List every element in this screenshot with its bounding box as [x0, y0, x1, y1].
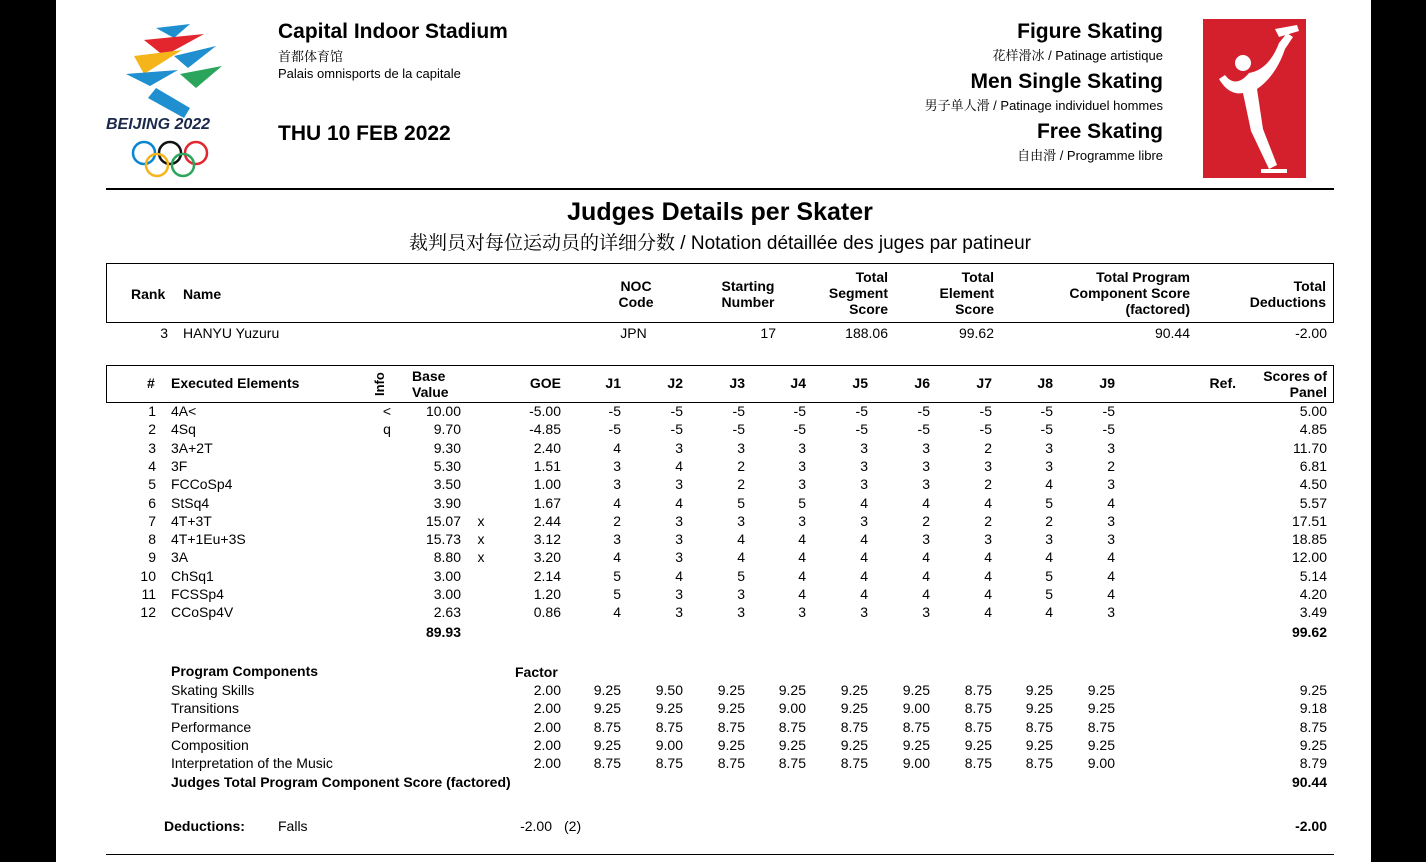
element-judge-score: 3 — [922, 457, 930, 474]
element-judge-score: -5 — [732, 421, 745, 438]
element-judge-score: 3 — [737, 512, 745, 529]
element-judge-score: 4 — [860, 549, 868, 566]
component-judge-score: 9.00 — [902, 755, 930, 772]
element-judge-score: 4 — [1045, 604, 1053, 621]
component-score: 8.75 — [1299, 718, 1327, 735]
element-number: 8 — [148, 531, 156, 548]
element-judge-score: 4 — [613, 549, 621, 566]
element-judge-score: 2 — [984, 476, 992, 493]
component-judge-score: 9.25 — [593, 682, 621, 698]
element-judge-score: 3 — [737, 439, 745, 456]
element-judge-score: 4 — [984, 567, 992, 584]
name-header: Name — [183, 286, 222, 302]
element-judge-score: -5 — [1040, 403, 1053, 419]
base-value-total: 89.93 — [425, 624, 461, 640]
component-judge-score: 9.25 — [717, 736, 745, 753]
element-judge-score: -5 — [1102, 403, 1115, 419]
element-code: StSq4 — [171, 494, 210, 511]
deduction-count: (2) — [564, 818, 582, 834]
element-judge-score: 2 — [737, 457, 745, 474]
venue-name-fr: Palais omnisports de la capitale — [278, 66, 461, 81]
element-judge-score: 5 — [798, 494, 806, 511]
component-judge-score: 8.75 — [655, 718, 683, 735]
starting-number-header: Starting Number — [721, 278, 775, 310]
component-score: 9.18 — [1299, 700, 1327, 717]
skater-noc: JPN — [620, 325, 647, 341]
component-judge-score: 9.25 — [964, 736, 992, 753]
program-components-title: Program Components — [171, 663, 319, 679]
element-judge-score: 4 — [798, 531, 806, 548]
skater-start: 17 — [760, 325, 776, 341]
element-panel-score: 12.00 — [1291, 549, 1327, 566]
element-number: 1 — [148, 403, 156, 419]
element-base-value: 10.00 — [425, 403, 461, 419]
element-judge-score: 3 — [613, 476, 621, 493]
component-judge-score: 8.75 — [778, 718, 806, 735]
element-judge-score: 4 — [675, 457, 683, 474]
element-judge-score: 5 — [613, 567, 621, 584]
base-value-header: Base Value — [412, 368, 449, 400]
element-judge-score: 4 — [675, 567, 683, 584]
component-factor: 2.00 — [533, 736, 561, 753]
element-base-value: 15.73 — [425, 531, 461, 548]
element-judge-score: 3 — [798, 604, 806, 621]
element-judge-score: 3 — [860, 476, 868, 493]
component-judge-score: 9.25 — [902, 682, 930, 698]
element-goe: 1.20 — [533, 586, 561, 602]
element-judge-score: -5 — [732, 403, 745, 419]
component-judge-score: 8.75 — [840, 718, 868, 735]
element-base-value: 3.00 — [433, 567, 461, 584]
element-panel-score: 4.20 — [1299, 586, 1327, 602]
element-base-value: 3.00 — [433, 586, 461, 602]
element-judge-score: 3 — [860, 457, 868, 474]
element-judge-score: 4 — [922, 549, 930, 566]
element-judge-score: 3 — [922, 531, 930, 548]
component-judge-score: 9.25 — [593, 700, 621, 717]
element-judge-score: 3 — [1107, 439, 1115, 456]
element-goe: 2.44 — [533, 512, 561, 529]
element-number: 2 — [148, 421, 156, 438]
header-divider — [106, 188, 1334, 190]
component-name: Skating Skills — [171, 682, 255, 698]
element-code: FCCoSp4 — [171, 476, 233, 493]
element-judge-score: 4 — [613, 604, 621, 621]
deduction-value: -2.00 — [520, 818, 552, 834]
element-goe: -4.85 — [529, 421, 561, 438]
element-judge-score: 3 — [984, 457, 992, 474]
bottom-box-edge — [106, 854, 1334, 855]
element-judge-score: 3 — [675, 512, 683, 529]
component-judge-score: 8.75 — [1025, 755, 1053, 772]
total-segment-score-header: Total Segment Score — [828, 269, 888, 317]
element-judge-score: 4 — [1107, 549, 1115, 566]
element-judge-score: 4 — [1107, 586, 1115, 602]
judge-header-1: J1 — [605, 375, 621, 391]
component-judge-score: 8.75 — [902, 718, 930, 735]
component-factor: 2.00 — [533, 755, 561, 772]
element-goe: 0.86 — [533, 604, 561, 621]
element-judge-score: -5 — [855, 403, 868, 419]
executed-elements-header: Executed Elements — [171, 375, 300, 391]
element-goe: 1.67 — [533, 494, 561, 511]
component-judge-score: 9.25 — [1025, 682, 1053, 698]
element-number: 12 — [140, 604, 156, 621]
element-judge-score: 4 — [737, 531, 745, 548]
event-subtitle: 男子单人滑 / Patinage individuel hommes — [924, 98, 1163, 113]
skater-pcs: 90.44 — [1154, 325, 1190, 341]
element-panel-score: 17.51 — [1291, 512, 1327, 529]
element-judge-score: 3 — [675, 604, 683, 621]
element-judge-score: 3 — [1107, 604, 1115, 621]
judge-header-5: J5 — [852, 375, 868, 391]
element-panel-score: 4.85 — [1299, 421, 1327, 438]
component-judge-score: 9.25 — [1087, 682, 1115, 698]
deduction-type: Falls — [278, 818, 308, 834]
element-bonus-mark: x — [477, 512, 485, 529]
element-judge-score: 3 — [922, 476, 930, 493]
element-judge-score: 3 — [860, 512, 868, 529]
element-judge-score: 5 — [613, 586, 621, 602]
element-info: < — [382, 403, 392, 419]
skater-tes: 99.62 — [958, 325, 994, 341]
element-judge-score: 3 — [922, 604, 930, 621]
component-judge-score: 9.00 — [778, 700, 806, 717]
component-factor: 2.00 — [533, 700, 561, 717]
judge-header-2: J2 — [667, 375, 683, 391]
element-judge-score: 3 — [1107, 476, 1115, 493]
component-judge-score: 8.75 — [593, 755, 621, 772]
element-judge-score: -5 — [855, 421, 868, 438]
component-judge-score: 9.25 — [778, 682, 806, 698]
element-judge-score: 3 — [737, 586, 745, 602]
element-base-value: 8.80 — [433, 549, 461, 566]
element-judge-score: -5 — [670, 421, 683, 438]
element-base-value: 15.07 — [425, 512, 461, 529]
element-judge-score: 4 — [1045, 476, 1053, 493]
element-judge-score: 4 — [1045, 549, 1053, 566]
element-judge-score: -5 — [793, 421, 806, 438]
element-judge-score: 3 — [798, 512, 806, 529]
element-judge-score: 4 — [922, 494, 930, 511]
component-score: 8.79 — [1299, 755, 1327, 772]
element-code: 3F — [171, 457, 188, 474]
element-judge-score: -5 — [670, 403, 683, 419]
element-judge-score: -5 — [608, 403, 621, 419]
element-judge-score: 3 — [675, 586, 683, 602]
component-judge-score: 8.75 — [964, 718, 992, 735]
element-judge-score: -5 — [979, 421, 992, 438]
element-judge-score: 4 — [1107, 567, 1115, 584]
component-score: 9.25 — [1299, 682, 1327, 698]
panel-score-total: 99.62 — [1291, 624, 1327, 640]
component-judge-score: 9.00 — [1087, 755, 1115, 772]
event-title: Men Single Skating — [970, 70, 1163, 93]
pcs-total-value: 90.44 — [1291, 774, 1327, 790]
report-subtitle: 裁判员对每位运动员的详细分数 / Notation détaillée des juges par patineur — [409, 233, 1031, 254]
element-panel-score: 5.57 — [1299, 494, 1327, 511]
component-judge-score: 9.25 — [902, 736, 930, 753]
component-judge-score: 9.25 — [593, 736, 621, 753]
component-name: Interpretation of the Music — [171, 755, 333, 772]
element-judge-score: -5 — [917, 421, 930, 438]
element-judge-score: 3 — [613, 457, 621, 474]
element-judge-score: 5 — [1045, 586, 1053, 602]
element-judge-score: 3 — [675, 439, 683, 456]
element-panel-score: 5.00 — [1299, 403, 1327, 419]
noc-header: NOC Code — [618, 278, 654, 310]
element-judge-score: 3 — [984, 531, 992, 548]
element-base-value: 5.30 — [433, 457, 461, 474]
beijing-2022-emblem — [104, 16, 244, 186]
element-judge-score: 2 — [984, 439, 992, 456]
element-judge-score: 3 — [675, 549, 683, 566]
skater-rank: 3 — [160, 325, 168, 341]
element-judge-score: -5 — [917, 403, 930, 419]
component-judge-score: 9.25 — [717, 682, 745, 698]
element-judge-score: 3 — [1107, 531, 1115, 548]
segment-subtitle: 自由滑 / Programme libre — [1017, 148, 1163, 163]
venue-name: Capital Indoor Stadium — [278, 20, 508, 43]
element-base-value: 9.70 — [433, 421, 461, 438]
element-judge-score: 4 — [860, 567, 868, 584]
element-judge-score: 4 — [922, 567, 930, 584]
sport-subtitle: 花样滑冰 / Patinage artistique — [992, 48, 1163, 63]
element-judge-score: 4 — [984, 494, 992, 511]
element-panel-score: 3.49 — [1299, 604, 1327, 621]
element-judge-score: 4 — [798, 567, 806, 584]
element-judge-score: 5 — [1045, 494, 1053, 511]
emblem-icon — [104, 16, 244, 186]
element-judge-score: 4 — [1107, 494, 1115, 511]
component-judge-score: 8.75 — [1087, 718, 1115, 735]
element-judge-score: 2 — [984, 512, 992, 529]
element-judge-score: 4 — [860, 531, 868, 548]
element-judge-score: -5 — [979, 403, 992, 419]
element-judge-score: 4 — [737, 549, 745, 566]
element-judge-score: 3 — [860, 439, 868, 456]
element-judge-score: 3 — [613, 531, 621, 548]
component-judge-score: 9.00 — [655, 736, 683, 753]
element-number: 11 — [141, 586, 156, 602]
venue-name-zh: 首都体育馆 — [278, 49, 344, 64]
element-judge-score: -5 — [1102, 421, 1115, 438]
element-judge-score: -5 — [608, 421, 621, 438]
component-score: 9.25 — [1299, 736, 1327, 753]
element-code: 3A+2T — [171, 439, 213, 456]
skater-tss: 188.06 — [845, 325, 888, 341]
scores-of-panel-header: Scores of Panel — [1263, 368, 1327, 400]
element-goe: 1.00 — [533, 476, 561, 493]
component-judge-score: 9.25 — [840, 700, 868, 717]
element-judge-score: 3 — [675, 476, 683, 493]
element-judge-score: 3 — [1107, 512, 1115, 529]
ref-header: Ref. — [1209, 375, 1236, 391]
element-judge-score: 3 — [1045, 457, 1053, 474]
pcs-total-label: Judges Total Program Component Score (factored) — [171, 774, 511, 790]
total-element-score-header: Total Element Score — [939, 269, 994, 317]
deductions-total: -2.00 — [1295, 818, 1327, 834]
element-panel-score: 18.85 — [1291, 531, 1327, 548]
component-factor: 2.00 — [533, 682, 561, 698]
component-judge-score: 9.25 — [1087, 736, 1115, 753]
element-number: 3 — [148, 439, 156, 456]
element-code: FCSSp4 — [171, 586, 224, 602]
element-judge-score: 5 — [1045, 567, 1053, 584]
component-judge-score: 9.50 — [655, 682, 683, 698]
component-name: Performance — [171, 718, 252, 735]
judge-header-6: J6 — [914, 375, 930, 391]
element-judge-score: 2 — [1107, 457, 1115, 474]
element-judge-score: 2 — [613, 512, 621, 529]
element-base-value: 9.30 — [433, 439, 461, 456]
element-number: 5 — [148, 476, 156, 493]
element-number: 9 — [148, 549, 156, 566]
element-bonus-mark: x — [477, 531, 485, 548]
element-code: ChSq1 — [171, 567, 214, 584]
element-number: 10 — [140, 567, 156, 584]
element-judge-score: 2 — [922, 512, 930, 529]
component-factor: 2.00 — [533, 718, 561, 735]
component-judge-score: 8.75 — [964, 755, 992, 772]
element-base-value: 2.63 — [433, 604, 461, 621]
component-judge-score: 8.75 — [717, 718, 745, 735]
element-number: 6 — [148, 494, 156, 511]
judge-header-9: J9 — [1099, 375, 1115, 391]
element-panel-score: 11.70 — [1293, 439, 1327, 456]
rank-header: Rank — [131, 286, 166, 302]
component-judge-score: 8.75 — [593, 718, 621, 735]
element-code: 3A — [171, 549, 189, 566]
element-goe: 3.20 — [533, 549, 561, 566]
factor-header: Factor — [515, 664, 558, 680]
component-judge-score: 9.25 — [840, 682, 868, 698]
report-title: Judges Details per Skater — [567, 198, 873, 226]
component-judge-score: 8.75 — [1025, 718, 1053, 735]
component-judge-score: 9.25 — [778, 736, 806, 753]
element-code: 4T+3T — [171, 512, 212, 529]
component-judge-score: 8.75 — [840, 755, 868, 772]
element-bonus-mark: x — [477, 549, 485, 566]
element-judge-score: 2 — [737, 476, 745, 493]
element-judge-score: 4 — [613, 494, 621, 511]
sport-title: Figure Skating — [1017, 20, 1163, 43]
element-panel-score: 5.14 — [1299, 567, 1327, 584]
element-number: 7 — [148, 512, 156, 529]
element-code: 4A< — [171, 403, 197, 419]
total-pcs-header: Total Program Component Score (factored) — [1069, 269, 1190, 317]
element-panel-score: 6.81 — [1299, 457, 1327, 474]
element-judge-score: 4 — [860, 586, 868, 602]
element-judge-score: 3 — [798, 457, 806, 474]
skater-icon — [1203, 19, 1306, 178]
element-base-value: 3.50 — [433, 476, 461, 493]
element-judge-score: 3 — [798, 439, 806, 456]
component-judge-score: 9.25 — [717, 700, 745, 717]
element-goe: 2.40 — [533, 439, 561, 456]
judge-header-4: J4 — [790, 375, 806, 391]
element-judge-score: 4 — [613, 439, 621, 456]
info-header: Info — [372, 372, 387, 396]
element-judge-score: 4 — [922, 586, 930, 602]
judge-header-7: J7 — [976, 375, 992, 391]
element-judge-score: 2 — [1045, 512, 1053, 529]
total-deductions-header: Total Deductions — [1249, 278, 1326, 310]
judge-header-3: J3 — [729, 375, 745, 391]
element-code: 4Sq — [171, 421, 196, 438]
component-judge-score: 8.75 — [964, 700, 992, 717]
element-number-header: # — [147, 375, 155, 391]
element-code: CCoSp4V — [171, 604, 234, 621]
element-judge-score: 3 — [1045, 531, 1053, 548]
element-judge-score: 5 — [737, 567, 745, 584]
element-base-value: 3.90 — [433, 494, 461, 511]
element-judge-score: 4 — [984, 586, 992, 602]
element-judge-score: -5 — [1040, 421, 1053, 438]
element-judge-score: 4 — [798, 586, 806, 602]
element-judge-score: 4 — [860, 494, 868, 511]
element-judge-score: 3 — [737, 604, 745, 621]
element-judge-score: 4 — [984, 549, 992, 566]
element-judge-score: -5 — [793, 403, 806, 419]
component-judge-score: 8.75 — [964, 682, 992, 698]
skater-name: HANYU Yuzuru — [183, 325, 280, 341]
element-number: 4 — [148, 457, 156, 474]
element-info: q — [383, 421, 391, 438]
event-date: THU 10 FEB 2022 — [278, 122, 451, 145]
results-page — [56, 0, 1371, 862]
judge-header-8: J8 — [1037, 375, 1053, 391]
component-judge-score: 9.25 — [1025, 700, 1053, 717]
component-judge-score: 9.25 — [840, 736, 868, 753]
component-judge-score: 9.25 — [1087, 700, 1115, 717]
element-code: 4T+1Eu+3S — [171, 531, 246, 548]
element-judge-score: 3 — [675, 531, 683, 548]
element-judge-score: 4 — [984, 604, 992, 621]
element-panel-score: 4.50 — [1299, 476, 1327, 493]
element-judge-score: 4 — [675, 494, 683, 511]
component-name: Composition — [171, 736, 249, 753]
figure-skating-pictogram — [1203, 19, 1306, 178]
component-judge-score: 9.25 — [1025, 736, 1053, 753]
skater-ded: -2.00 — [1295, 325, 1327, 341]
element-judge-score: 4 — [798, 549, 806, 566]
component-judge-score: 8.75 — [778, 755, 806, 772]
component-judge-score: 9.00 — [902, 700, 930, 717]
element-goe: 1.51 — [533, 457, 561, 474]
goe-header: GOE — [529, 375, 561, 391]
element-goe: 3.12 — [533, 531, 561, 548]
element-judge-score: 5 — [737, 494, 745, 511]
component-judge-score: 9.25 — [655, 700, 683, 717]
element-judge-score: 3 — [1045, 439, 1053, 456]
segment-title: Free Skating — [1036, 120, 1163, 143]
component-judge-score: 8.75 — [717, 755, 745, 772]
element-judge-score: 3 — [798, 476, 806, 493]
deductions-label: Deductions: — [164, 818, 245, 834]
element-judge-score: 3 — [922, 439, 930, 456]
component-judge-score: 8.75 — [655, 755, 683, 772]
svg-text:BEIJING 2022: BEIJING 2022 — [106, 116, 211, 133]
element-goe: 2.14 — [533, 567, 561, 584]
element-goe: -5.00 — [529, 403, 561, 419]
component-name: Transitions — [171, 700, 239, 717]
element-judge-score: 3 — [860, 604, 868, 621]
